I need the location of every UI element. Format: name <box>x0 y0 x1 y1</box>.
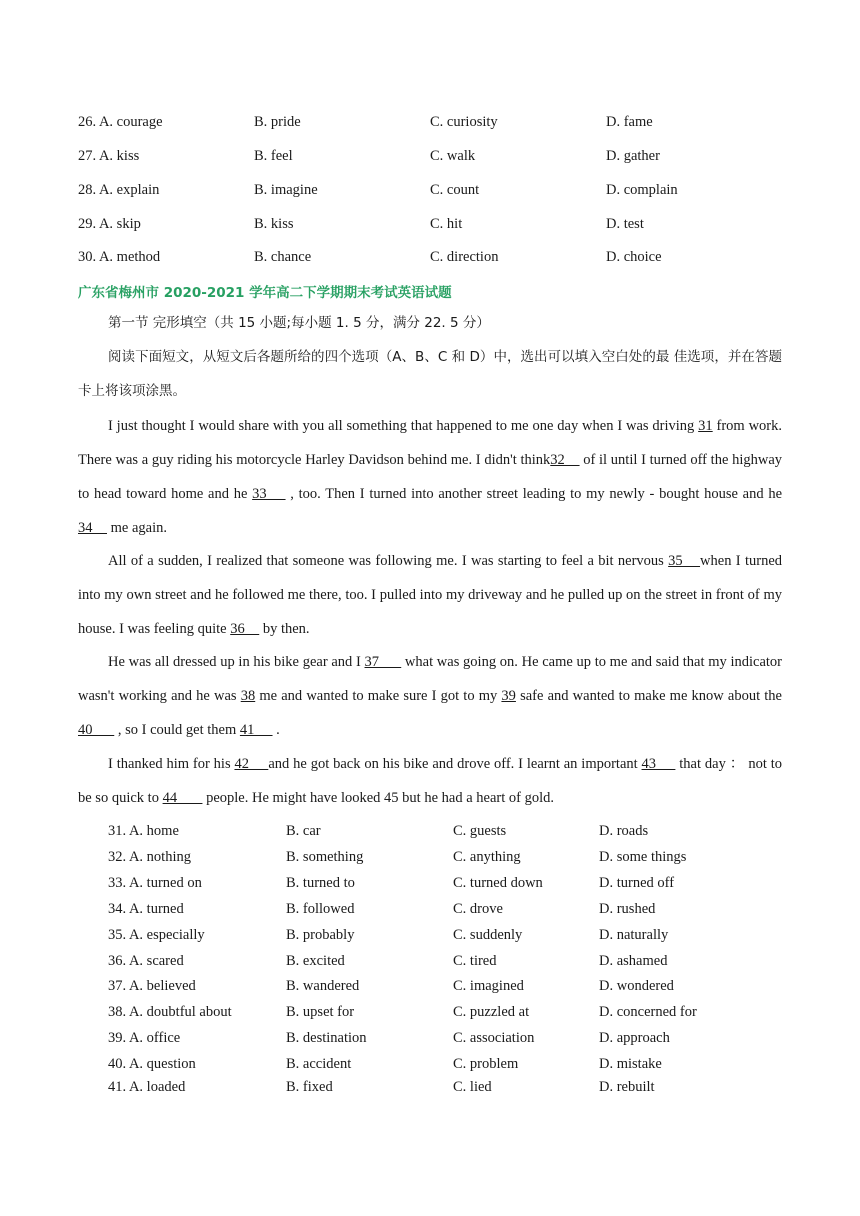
option-b: B. something <box>286 849 364 865</box>
option-row-26 <box>0 112 860 132</box>
section-heading: 广东省梅州市 2020-2021 学年高二下学期期末考试英语试题 <box>78 285 452 301</box>
option-b: B. kiss <box>254 216 294 232</box>
instruction-text: 阅读下面短文，从短文后各题所给的四个选项（A、B、C 和 D）中，选出可以填入空白处的最 佳选项，并在答题卡上将该项涂黑。 <box>78 349 782 399</box>
option-c: C. turned down <box>453 875 543 891</box>
option-b: B. upset for <box>286 1004 355 1020</box>
option-c: C. tired <box>453 953 497 969</box>
option-a: 29. A. skip <box>78 216 141 232</box>
option-b: B. fixed <box>286 1079 333 1095</box>
option-row-34 <box>0 899 860 919</box>
option-b: B. probably <box>286 927 355 943</box>
option-c: C. problem <box>453 1056 519 1072</box>
option-c: C. anything <box>453 849 521 865</box>
option-b: B. pride <box>254 114 301 130</box>
option-d: D. ashamed <box>599 953 668 969</box>
option-row-28 <box>0 180 860 200</box>
option-c: C. drove <box>453 901 503 917</box>
blank-32: 32 <box>550 452 580 468</box>
option-d: D. complain <box>606 182 678 198</box>
option-a: 35. A. especially <box>108 927 205 943</box>
option-c: C. walk <box>430 148 476 164</box>
blank-44: 44 <box>162 790 203 806</box>
option-row-39 <box>0 1028 860 1048</box>
option-row-29 <box>0 214 860 234</box>
passage-text: from work. There was a guy riding his motorcycle Harley Davidson behind me. I didn't think <box>78 418 782 468</box>
option-c: C. suddenly <box>453 927 523 943</box>
section-title: 第一节 完形填空（共 15 小题;每小题 1. 5 分，满分 22. 5 分） <box>108 315 490 331</box>
option-a: 38. A. doubtful about <box>108 1004 232 1020</box>
option-d: D. rebuilt <box>599 1079 655 1095</box>
passage-text: me and wanted to make sure I got to my <box>255 688 502 704</box>
option-d: D. wondered <box>599 978 674 994</box>
passage-text: me again. <box>107 520 167 536</box>
option-c: C. guests <box>453 823 507 839</box>
option-a: 31. A. home <box>108 823 179 839</box>
blank-38: 38 <box>240 688 256 704</box>
option-row-33 <box>0 873 860 893</box>
option-row-37 <box>0 976 860 996</box>
blank-31: 31 <box>698 418 713 434</box>
option-a: 30. A. method <box>78 249 161 265</box>
option-b: B. destination <box>286 1030 367 1046</box>
blank-40: 40 <box>78 722 115 738</box>
passage-text: , too. Then I turned into another street leading to my newly - bought house and he <box>285 486 782 502</box>
blank-41: 41 <box>239 722 273 738</box>
option-row-38 <box>0 1002 860 1022</box>
passage-text: safe and wanted to make me know about the <box>515 688 782 704</box>
passage-paragraph-2 <box>78 544 782 646</box>
blank-42: 42 <box>234 756 269 772</box>
option-c: C. puzzled at <box>453 1004 530 1020</box>
option-a: 33. A. turned on <box>108 875 202 891</box>
option-a: 41. A. loaded <box>108 1079 186 1095</box>
passage-text: . <box>272 722 280 738</box>
passage-text: I thanked him for his <box>108 756 235 772</box>
blank-34: 34 <box>78 520 107 536</box>
option-b: B. wandered <box>286 978 360 994</box>
option-a: 40. A. question <box>108 1056 196 1072</box>
passage-text: , so I could get them <box>114 722 240 738</box>
blank-39: 39 <box>501 688 516 704</box>
option-a: 28. A. explain <box>78 182 160 198</box>
option-d: D. gather <box>606 148 660 164</box>
option-row-30 <box>0 247 860 267</box>
option-a: 34. A. turned <box>108 901 184 917</box>
option-b: B. feel <box>254 148 293 164</box>
option-row-41 <box>0 1077 860 1097</box>
option-b: B. accident <box>286 1056 352 1072</box>
option-row-31 <box>0 821 860 841</box>
option-d: D. approach <box>599 1030 670 1046</box>
option-c: C. hit <box>430 216 463 232</box>
blank-33: 33 <box>252 486 286 502</box>
option-a: 39. A. office <box>108 1030 181 1046</box>
option-c: C. direction <box>430 249 499 265</box>
option-b: B. imagine <box>254 182 318 198</box>
passage-text: and he got back on his bike and drove off. I learnt an important <box>268 756 642 772</box>
option-row-27 <box>0 146 860 166</box>
option-c: C. count <box>430 182 480 198</box>
option-d: D. choice <box>606 249 662 265</box>
option-b: B. car <box>286 823 321 839</box>
passage-text: by then. <box>259 621 310 637</box>
option-row-40 <box>0 1054 860 1074</box>
option-row-36 <box>0 951 860 971</box>
option-d: D. rushed <box>599 901 656 917</box>
option-a: 37. A. believed <box>108 978 196 994</box>
passage-text: what was going on. He came up to me and said that my indicator wasn't working and he was <box>78 654 782 704</box>
option-row-32 <box>0 847 860 867</box>
passage-paragraph-1 <box>78 409 782 545</box>
option-d: D. naturally <box>599 927 669 943</box>
blank-43: 43 <box>641 756 676 772</box>
option-d: D. fame <box>606 114 653 130</box>
blank-37: 37 <box>364 654 402 670</box>
passage-text: of il until I turned off the highway to head toward home and he <box>78 452 783 502</box>
passage-text: that day ： not to be so quick to <box>78 756 782 806</box>
passage-text: All of a sudden, I realized that someone was following me. I was starting to feel a bit nervous <box>108 553 669 569</box>
option-c: C. lied <box>453 1079 492 1095</box>
passage-text: people. He might have looked 45 but he had a heart of gold. <box>202 790 554 806</box>
option-a: 26. A. courage <box>78 114 163 130</box>
passage-paragraph-3 <box>78 645 782 747</box>
blank-35: 35 <box>668 553 701 569</box>
option-d: D. mistake <box>599 1056 662 1072</box>
passage-text: I just thought I would share with you all something that happened to me one day when I was driving <box>108 418 699 434</box>
option-row-35 <box>0 925 860 945</box>
option-c: C. imagined <box>453 978 524 994</box>
option-a: 36. A. scared <box>108 953 184 969</box>
passage-text: He was all dressed up in his bike gear and I <box>108 654 365 670</box>
passage-text: when I turned into my own street and he followed me there, too. I pulled into my driveway and he pulled up on the street in front of my house. I was feeling quite <box>78 553 783 637</box>
option-b: B. turned to <box>286 875 355 891</box>
option-b: B. excited <box>286 953 345 969</box>
option-d: D. test <box>606 216 644 232</box>
option-d: D. roads <box>599 823 649 839</box>
option-d: D. some things <box>599 849 687 865</box>
option-c: C. association <box>453 1030 535 1046</box>
option-c: C. curiosity <box>430 114 498 130</box>
blank-36: 36 <box>230 621 260 637</box>
option-d: D. turned off <box>599 875 675 891</box>
option-a: 27. A. kiss <box>78 148 140 164</box>
option-a: 32. A. nothing <box>108 849 191 865</box>
passage-paragraph-4 <box>78 747 782 815</box>
option-d: D. concerned for <box>599 1004 697 1020</box>
option-b: B. followed <box>286 901 355 917</box>
option-b: B. chance <box>254 249 312 265</box>
